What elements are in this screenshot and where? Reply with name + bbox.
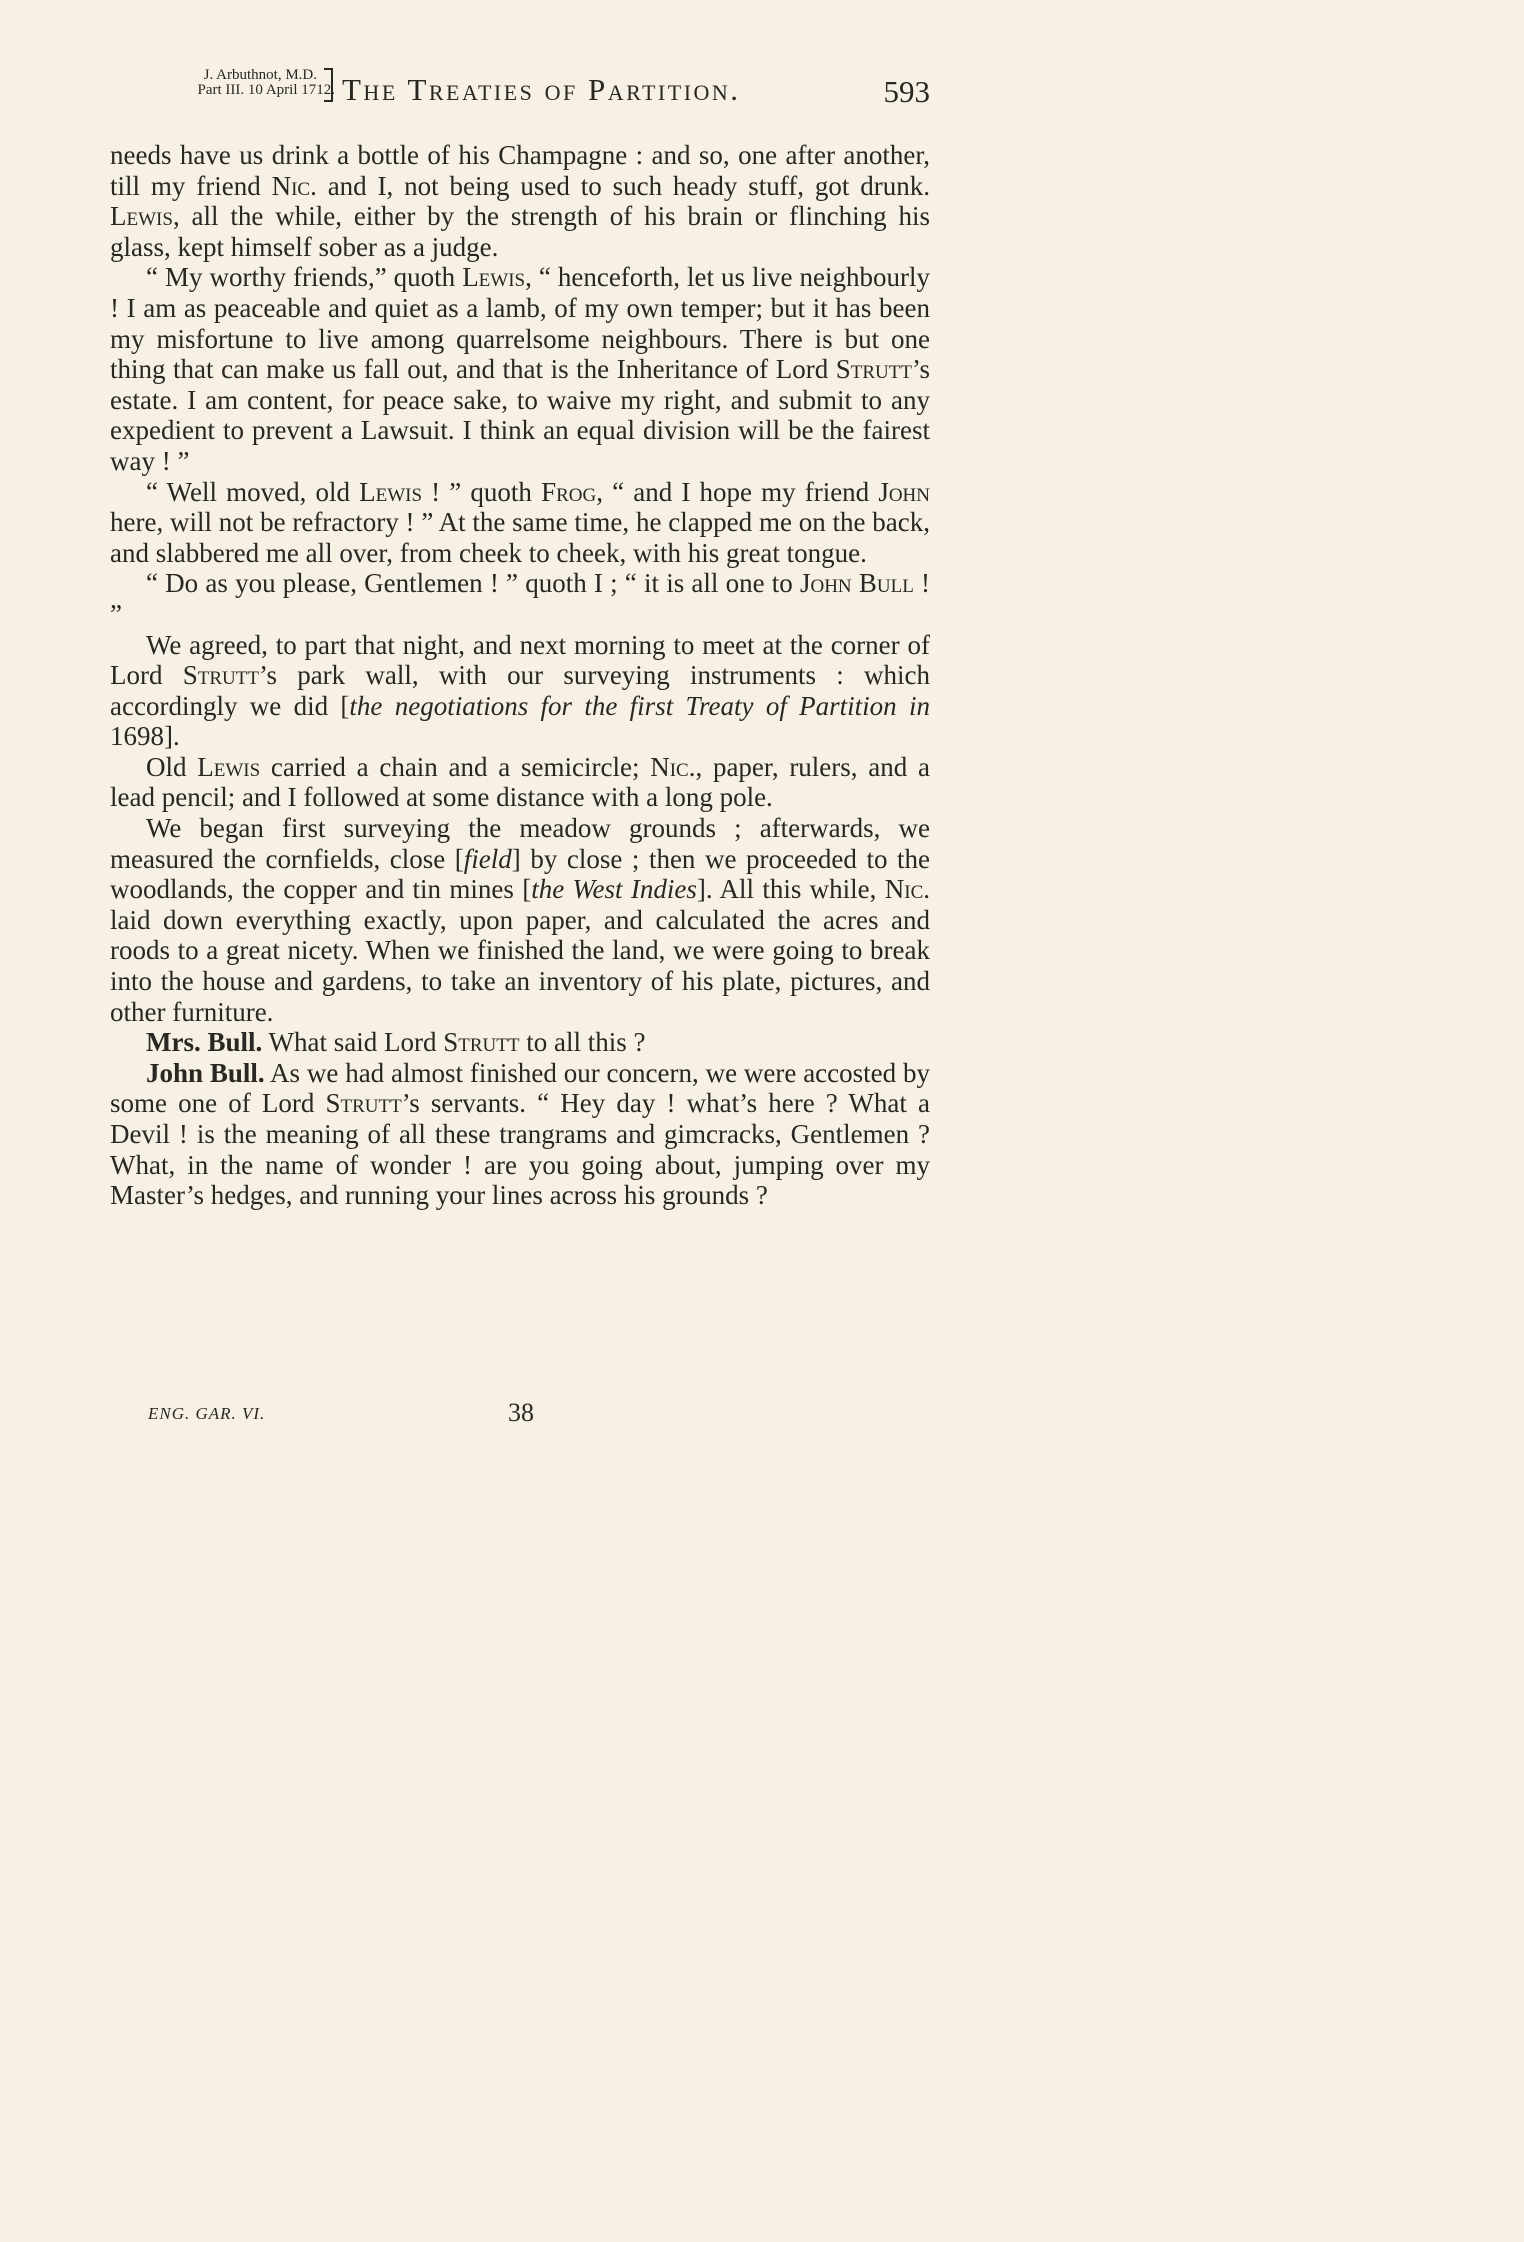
- sheet-number: 38: [508, 1398, 534, 1427]
- paragraph: “ Well moved, old Lewis ! ” quoth Frog, “ and I hope my friend John here, will not be refractory ! ” At the same time, he clapped me on the back, and slabbered me all over, from cheek to cheek, with his great tongue.: [110, 476, 930, 568]
- sidenote-author: J. Arbuthnot, M.D.: [203, 67, 317, 83]
- page-footer: [148, 1398, 848, 1428]
- running-header: [110, 68, 930, 108]
- dialogue-line: John Bull. As we had almost finished our concern, we were accosted by some one of Lord Strutt’s servants. “ Hey day ! what’s here ? What a Devil ! is the meaning of all these trangrams and gimcracks, Gentlemen ? What, in the name of wonder ! are you going about, jumping over my Master’s hedges, and running your lines across his grounds ?: [110, 1057, 931, 1211]
- paragraph: Old Lewis carried a chain and a semicircle; Nic., paper, rulers, and a lead pencil; and I followed at some distance with a long pole.: [110, 751, 930, 813]
- paragraph: We began first surveying the meadow grounds ; afterwards, we measured the cornfields, close [field] by close ; then we proceeded to the woodlands, the copper and tin mines [the West Indies]. All this while, Nic. laid down everything exactly, upon paper, and calculated the acres and roods to a great nicety. When we finished the land, we were going to break into the house and gardens, to take an inventory of his plate, pictures, and other furniture.: [110, 813, 931, 1027]
- speaker-name: John Bull.: [146, 1057, 265, 1088]
- margin-sidenote: [110, 68, 335, 98]
- sidenote-bracket: [324, 68, 333, 102]
- page-body: [110, 140, 930, 1211]
- paragraph: “ My worthy friends,” quoth Lewis, “ henceforth, let us live neighbourly ! I am as peaceable and quiet as a lamb, of my own temper; but it has been my misfortune to live among quarrelsome neighbours. There is but one thing that can make us fall out, and that is the Inheritance of Lord Strutt’s estate. I am content, for peace sake, to waive my right, and submit to any expedient to prevent a Lawsuit. I think an equal division will be the fairest way ! ”: [110, 262, 930, 476]
- running-title: The Treaties of Partition.: [342, 72, 741, 107]
- signature-mark: ENG. GAR. VI.: [148, 1404, 266, 1423]
- paragraph: “ Do as you please, Gentlemen ! ” quoth I ; “ it is all one to John Bull ! ”: [110, 568, 931, 629]
- speaker-name: Mrs. Bull.: [146, 1027, 263, 1058]
- paragraph: We agreed, to part that night, and next morning to meet at the corner of Lord Strutt’s park wall, with our surveying instruments : which accordingly we did [the negotiations for the first Treaty of Partition in 1698].: [110, 629, 931, 752]
- sidenote-date: Part III. 10 April 1712.: [197, 82, 335, 98]
- paragraph: needs have us drink a bottle of his Champagne : and so, one after another, till my friend Nic. and I, not being used to such heady stuff, got drunk. Lewis, all the while, either by the strength of his brain or flinching his glass, kept himself sober as a judge.: [110, 140, 930, 262]
- dialogue-line: Mrs. Bull. What said Lord Strutt to all this ?: [146, 1027, 646, 1058]
- page-number: 593: [883, 74, 930, 109]
